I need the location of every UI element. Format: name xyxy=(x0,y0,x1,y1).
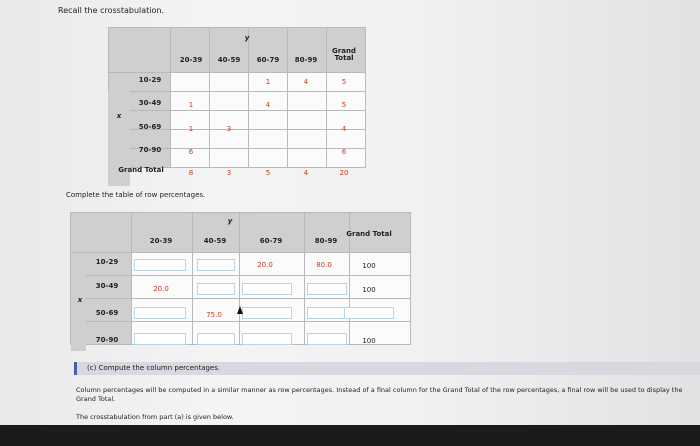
t2-row-header: 10-29 xyxy=(95,258,119,266)
row-pct-input[interactable] xyxy=(242,307,292,319)
row-pct-input[interactable] xyxy=(134,333,186,345)
t2-grand-total-header: Grand Total xyxy=(346,230,392,238)
t2-col-header: 20-39 xyxy=(149,237,173,245)
t1-cell: 4 xyxy=(341,125,347,133)
mouse-cursor-icon xyxy=(237,306,243,314)
t1-cell: 6 xyxy=(188,148,194,156)
t2-row-header: 70-90 xyxy=(95,336,119,344)
row-total-input[interactable] xyxy=(344,307,394,319)
t1-cell: 3 xyxy=(226,125,232,133)
t2-given-value: 80.0 xyxy=(316,261,332,269)
t1-grand-total-header: Grand Total xyxy=(332,47,356,63)
t2-col-header: 60-79 xyxy=(259,237,283,245)
t1-cell: 3 xyxy=(226,169,232,177)
t1-col-header: 60-79 xyxy=(256,56,280,64)
t2-col-header: 80-99 xyxy=(314,237,338,245)
part-c-footer: The crosstabulation from part (a) is given below. xyxy=(76,413,234,421)
t1-cell: 5 xyxy=(265,169,271,177)
t1-cell: 8 xyxy=(188,169,194,177)
part-c-banner xyxy=(74,362,700,375)
row-pct-input[interactable] xyxy=(134,307,186,319)
t2-row-header: 30-49 xyxy=(95,282,119,290)
t2-y-label: y xyxy=(227,217,233,225)
t2-row-total: 100 xyxy=(362,262,376,270)
t1-y-label: y xyxy=(244,34,250,42)
t1-cell: 4 xyxy=(303,169,309,177)
row-pct-input[interactable] xyxy=(242,333,292,345)
row-pct-input[interactable] xyxy=(197,283,235,295)
t1-row-header: Grand Total xyxy=(118,166,164,174)
t1-cell: 20 xyxy=(339,169,349,177)
intro-text: Recall the crosstabulation. xyxy=(58,6,165,15)
t1-cell: 5 xyxy=(341,101,347,109)
t1-cell: 6 xyxy=(341,148,347,156)
t1-row-header: 70-90 xyxy=(138,146,162,154)
t1-row-header: 10-29 xyxy=(138,76,162,84)
row-pct-input[interactable] xyxy=(197,259,235,271)
t1-cell: 4 xyxy=(265,101,271,109)
t1-row-header: 30-49 xyxy=(138,99,162,107)
t1-cell: 4 xyxy=(303,78,309,86)
t1-cell: 1 xyxy=(188,101,194,109)
t1-row-header: 50-69 xyxy=(138,123,162,131)
t1-col-header: 20-39 xyxy=(179,56,203,64)
t2-given-value: 75.0 xyxy=(206,311,222,319)
t1-cell: 5 xyxy=(341,78,347,86)
instruction-text: Complete the table of row percentages. xyxy=(66,191,206,199)
t1-cell: 1 xyxy=(188,125,194,133)
t2-given-value: 20.0 xyxy=(257,261,273,269)
t2-x-label: x xyxy=(77,296,83,304)
row-pct-input[interactable] xyxy=(197,333,235,345)
row-pct-input[interactable] xyxy=(242,283,292,295)
row-pct-input[interactable] xyxy=(307,307,347,319)
part-c-label: (c) Compute the column percentages. xyxy=(87,364,221,372)
t2-row-total: 100 xyxy=(362,337,376,345)
t2-row-total: 100 xyxy=(362,286,376,294)
row-pct-input[interactable] xyxy=(134,259,186,271)
t1-col-header: 80-99 xyxy=(294,56,318,64)
t1-cell: 1 xyxy=(265,78,271,86)
t2-row-header: 50-69 xyxy=(95,309,119,317)
t1-x-label: x xyxy=(116,112,122,120)
t2-given-value: 20.0 xyxy=(153,285,169,293)
t1-col-header: 40-59 xyxy=(217,56,241,64)
t2-col-header: 40-59 xyxy=(203,237,227,245)
part-c-body: Column percentages will be computed in a similar manner as row percentages. Instead of a final column for the Grand Total of the row percentages, a final row will be used to display the Grand Total. xyxy=(76,386,683,403)
